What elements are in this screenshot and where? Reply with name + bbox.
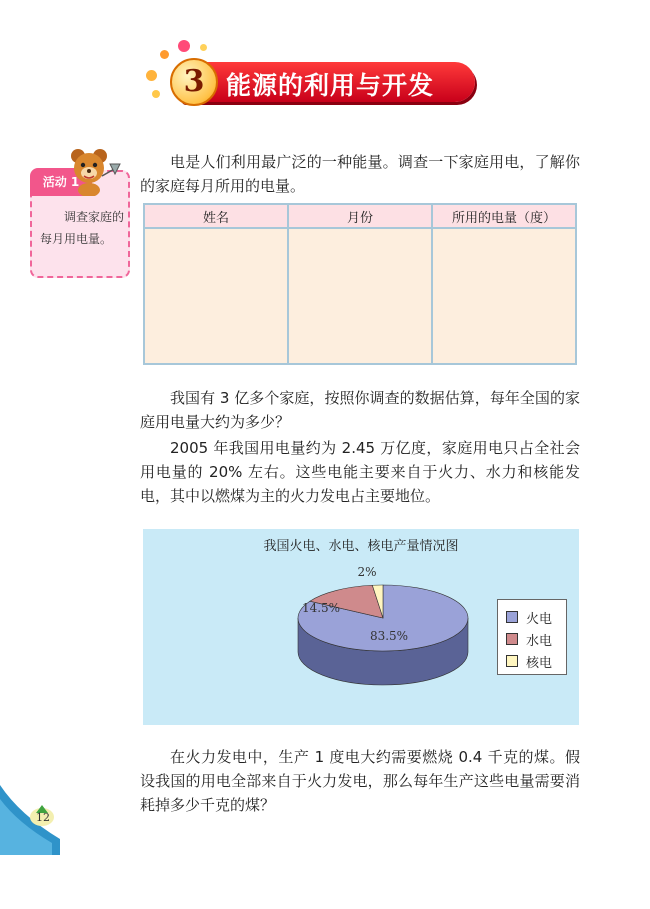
chart-legend (497, 599, 567, 675)
decor-dot (178, 40, 190, 52)
decor-dot (146, 70, 157, 81)
legend-swatch (506, 633, 518, 645)
section-number: 3 (170, 58, 218, 106)
table-header-usage: 所用的电量（度） (432, 204, 576, 228)
activity-description: 调查家庭的每月用电量。 (40, 210, 125, 246)
pie-data-label-0: 83.5% (369, 629, 409, 643)
table-cell[interactable] (432, 228, 576, 364)
legend-label: 核电 (526, 655, 553, 671)
page-corner-decor (0, 785, 70, 855)
power-generation-chart (143, 529, 579, 725)
legend-item-nuclear (506, 650, 566, 672)
electricity-record-table (143, 203, 577, 365)
bear-mascot-icon (66, 146, 122, 196)
paragraph-national-usage: 2005 年我国用电量约为 2.45 万亿度，家庭用电只占全社会用电量的 20% 左右。这些电能主要来自于火力、水力和核能发电，其中以燃煤为主的火力发电占主要地位。 (140, 439, 580, 505)
section-title: 能源的利用与开发 (226, 71, 435, 100)
table-header-name: 姓名 (144, 204, 288, 228)
chart-title: 我国火电、水电、核电产量情况图 (263, 539, 459, 554)
legend-swatch (506, 655, 518, 667)
legend-item-hydro (506, 628, 566, 650)
legend-label: 火电 (526, 611, 553, 627)
decor-dot (200, 44, 207, 51)
page-number: 12 (36, 811, 50, 824)
legend-label: 水电 (526, 633, 553, 649)
pie-data-label-1: 14.5% (301, 601, 341, 615)
table-cell[interactable] (144, 228, 288, 364)
legend-swatch (506, 611, 518, 623)
table-header-month: 月份 (288, 204, 432, 228)
intro-paragraph: 电是人们利用最广泛的一种能量。调查一下家庭用电，了解你的家庭每月所用的电量。 (140, 153, 580, 195)
paragraph-coal-question: 在火力发电中，生产 1 度电大约需要燃烧 0.4 千克的煤。假设我国的用电全部来自于火力发电，那么每年生产这些电量需要消耗掉多少千克的煤？ (140, 748, 580, 814)
activity-tab: 活动 1 (30, 168, 92, 196)
table-cell[interactable] (288, 228, 432, 364)
paragraph-household-estimate: 我国有 3 亿多个家庭，按照你调查的数据估算，每年全国的家庭用电量大约为多少？ (140, 389, 580, 431)
decor-dot (160, 50, 169, 59)
table-row (144, 228, 576, 364)
decor-dot (152, 90, 160, 98)
pie-data-label-2: 2% (357, 565, 377, 579)
section-title-banner (140, 40, 480, 110)
legend-item-thermal (506, 606, 566, 628)
